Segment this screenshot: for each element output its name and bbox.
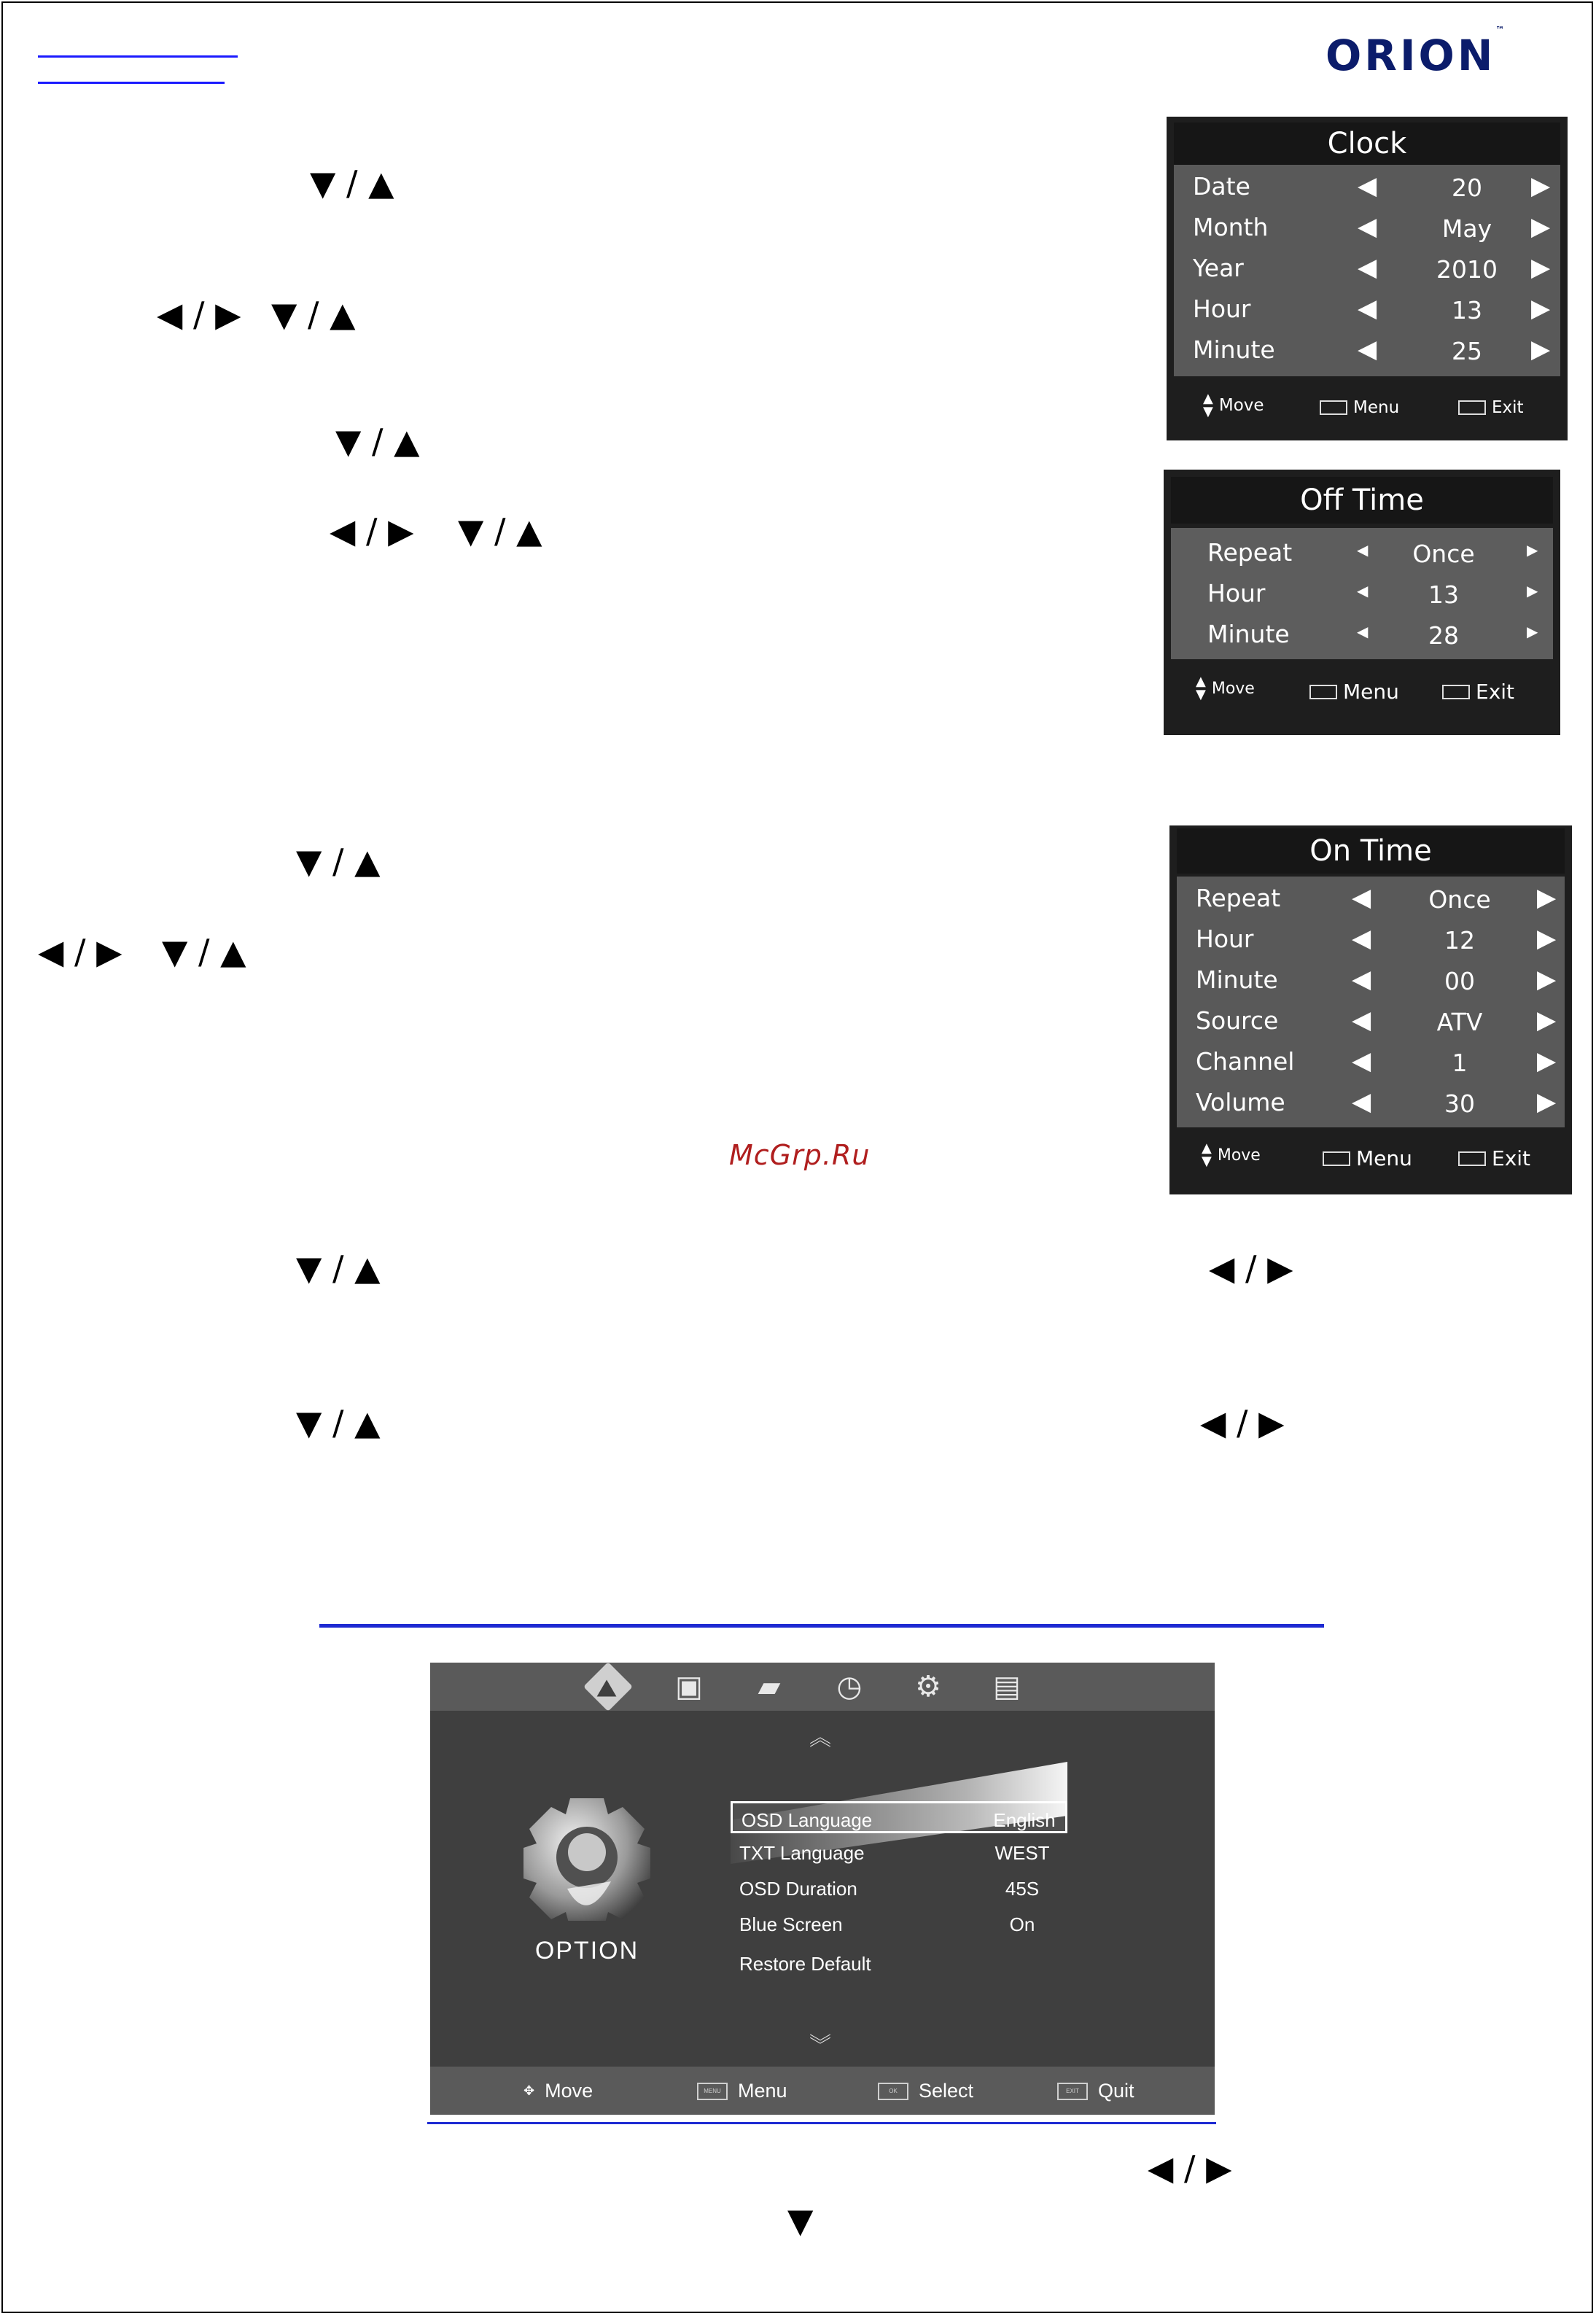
left-arrow-icon[interactable]: ◀ xyxy=(1357,623,1369,640)
left-arrow-icon[interactable]: ◀ xyxy=(1352,924,1371,953)
exit-key-icon xyxy=(1458,1151,1486,1166)
ok-key-icon: OK xyxy=(878,2083,908,2100)
nav-down-up-glyph: ▼ / ▲ xyxy=(296,1248,381,1288)
header-link-line-1[interactable] xyxy=(38,55,238,58)
panel-title: On Time xyxy=(1177,828,1565,874)
orion-logo: ORION™ xyxy=(1326,25,1508,80)
menu-key-icon xyxy=(1309,685,1337,699)
nav-left-right-glyph: ◀ / ▶ xyxy=(1209,1248,1293,1288)
channel-icon[interactable]: ▰ xyxy=(758,1670,781,1703)
right-arrow-icon[interactable]: ▶ xyxy=(1531,171,1551,201)
footer-menu[interactable]: Menu xyxy=(1309,680,1399,704)
menu-item-txt-language[interactable]: TXT Language WEST xyxy=(739,1842,1050,1864)
nav-down-glyph: ▼ xyxy=(787,2201,814,2240)
ontime-row-minute[interactable]: Minute ◀ 00 ▶ xyxy=(1196,965,1557,995)
up-down-arrow-icon: ▲ ▼ xyxy=(1203,391,1213,419)
clock-row-year[interactable]: Year ◀ 2010 ▶ xyxy=(1193,253,1551,284)
left-arrow-icon[interactable]: ◀ xyxy=(1352,1087,1371,1116)
screen-icon[interactable]: ▣ xyxy=(675,1670,703,1703)
footer-exit[interactable]: Exit xyxy=(1442,680,1514,704)
left-arrow-icon[interactable]: ◀ xyxy=(1357,582,1369,599)
menu-item-blue-screen[interactable]: Blue Screen On xyxy=(739,1913,1035,1935)
nav-left-right-glyph: ◀ / ▶ xyxy=(1148,2148,1232,2188)
ontime-row-channel[interactable]: Channel ◀ 1 ▶ xyxy=(1196,1046,1557,1077)
right-arrow-icon[interactable]: ▶ xyxy=(1537,1006,1557,1035)
right-arrow-icon[interactable]: ▶ xyxy=(1537,1087,1557,1116)
menu-footer xyxy=(430,2067,1215,2115)
offtime-row-minute[interactable]: Minute ◀ 28 ▶ xyxy=(1207,620,1538,650)
panel-footer xyxy=(1177,1142,1565,1186)
right-arrow-icon[interactable]: ▶ xyxy=(1531,253,1551,282)
footer-menu[interactable]: MENU Menu xyxy=(697,2080,787,2102)
nav-down-up-glyph: ▼ / ▲ xyxy=(296,842,381,881)
footer-move: ▲ ▼ Move xyxy=(1202,1140,1261,1169)
off-time-panel xyxy=(1164,470,1560,735)
footer-menu[interactable]: Menu xyxy=(1320,398,1399,417)
offtime-row-hour[interactable]: Hour ◀ 13 ▶ xyxy=(1207,579,1538,609)
right-arrow-icon[interactable]: ▶ xyxy=(1537,1046,1557,1076)
nav-down-up-glyph: ▼ / ▲ xyxy=(162,932,246,971)
option-gear-icon[interactable]: ⚙ xyxy=(915,1670,941,1703)
picture-icon[interactable]: ⛰ xyxy=(583,1662,633,1711)
panel-body xyxy=(1174,165,1560,376)
clock-row-month[interactable]: Month ◀ May ▶ xyxy=(1193,212,1551,243)
right-arrow-icon[interactable]: ▶ xyxy=(1537,924,1557,953)
left-arrow-icon[interactable]: ◀ xyxy=(1358,171,1377,201)
scroll-up-icon[interactable]: ︽ xyxy=(809,1725,831,1751)
nav-left-right-glyph: ◀ / ▶ xyxy=(330,511,414,551)
menu-item-restore-default[interactable]: Restore Default xyxy=(739,1953,871,1975)
menu-tab-bar xyxy=(430,1663,1215,1711)
nav-down-up-glyph: ▼ / ▲ xyxy=(310,163,394,203)
up-down-arrow-icon: ▲ ▼ xyxy=(1202,1140,1212,1169)
up-down-arrow-icon: ▲ ▼ xyxy=(1196,674,1206,702)
nav-down-up-glyph: ▼ / ▲ xyxy=(296,1403,381,1442)
footer-menu[interactable]: Menu xyxy=(1323,1146,1412,1170)
on-time-panel xyxy=(1169,825,1572,1194)
section-label: OPTION xyxy=(534,1937,639,1965)
clock-row-minute[interactable]: Minute ◀ 25 ▶ xyxy=(1193,335,1551,365)
right-arrow-icon[interactable]: ▶ xyxy=(1527,582,1538,599)
left-arrow-icon[interactable]: ◀ xyxy=(1358,335,1377,364)
left-arrow-icon[interactable]: ◀ xyxy=(1352,1006,1371,1035)
left-arrow-icon[interactable]: ◀ xyxy=(1358,212,1377,241)
right-arrow-icon[interactable]: ▶ xyxy=(1537,883,1557,912)
menu-key-icon xyxy=(1323,1151,1350,1166)
clock-panel xyxy=(1167,117,1568,440)
watermark: McGrp.Ru xyxy=(729,1139,871,1171)
left-arrow-icon[interactable]: ◀ xyxy=(1352,883,1371,912)
clock-icon[interactable]: ◷ xyxy=(836,1670,863,1703)
right-arrow-icon[interactable]: ▶ xyxy=(1527,623,1538,640)
exit-key-icon xyxy=(1458,400,1486,415)
panel-title: Off Time xyxy=(1171,477,1553,524)
footer-move: ▲ ▼ Move xyxy=(1196,674,1255,702)
right-arrow-icon[interactable]: ▶ xyxy=(1531,294,1551,323)
exit-key-icon xyxy=(1442,685,1470,699)
offtime-row-repeat[interactable]: Repeat ◀ Once ▶ xyxy=(1207,538,1538,568)
nav-down-up-glyph: ▼ / ▲ xyxy=(335,421,420,461)
nav-left-right-glyph: ◀ / ▶ xyxy=(1200,1403,1285,1442)
clock-row-hour[interactable]: Hour ◀ 13 ▶ xyxy=(1193,294,1551,325)
clock-row-date[interactable]: Date ◀ 20 ▶ xyxy=(1193,171,1551,202)
footer-select[interactable]: OK Select xyxy=(878,2080,973,2102)
ontime-row-hour[interactable]: Hour ◀ 12 ▶ xyxy=(1196,924,1557,955)
ontime-row-source[interactable]: Source ◀ ATV ▶ xyxy=(1196,1006,1557,1036)
right-arrow-icon[interactable]: ▶ xyxy=(1531,335,1551,364)
panel-body xyxy=(1177,877,1565,1127)
panel-footer xyxy=(1171,675,1553,719)
lock-icon[interactable]: ▤ xyxy=(993,1670,1021,1703)
right-arrow-icon[interactable]: ▶ xyxy=(1527,541,1538,559)
nav-left-right-glyph: ◀ / ▶ xyxy=(38,932,122,971)
nav-down-up-glyph: ▼ / ▲ xyxy=(458,511,542,551)
header-link-line-2[interactable] xyxy=(38,82,225,84)
option-menu xyxy=(430,1663,1215,2115)
four-way-arrow-icon: ✥ xyxy=(523,2083,535,2098)
right-arrow-icon[interactable]: ▶ xyxy=(1537,965,1557,994)
menu-underline xyxy=(427,2122,1216,2124)
scroll-down-icon[interactable]: ︾ xyxy=(809,2033,831,2059)
menu-item-osd-language[interactable]: OSD Language English xyxy=(731,1801,1067,1833)
panel-footer xyxy=(1174,392,1560,429)
left-arrow-icon[interactable]: ◀ xyxy=(1352,1046,1371,1076)
panel-title: Clock xyxy=(1174,123,1560,165)
footer-quit[interactable]: EXIT Quit xyxy=(1057,2080,1134,2102)
ontime-row-volume[interactable]: Volume ◀ 30 ▶ xyxy=(1196,1087,1557,1118)
footer-move: ▲ ▼ Move xyxy=(1203,391,1264,419)
nav-down-up-glyph: ▼ / ▲ xyxy=(271,295,356,334)
menu-key-icon: MENU xyxy=(697,2083,728,2100)
left-arrow-icon[interactable]: ◀ xyxy=(1358,253,1377,282)
left-arrow-icon[interactable]: ◀ xyxy=(1358,294,1377,323)
panel-body xyxy=(1171,528,1553,659)
nav-left-right-glyph: ◀ / ▶ xyxy=(157,295,241,334)
footer-move: ✥ Move xyxy=(523,2080,593,2102)
menu-key-icon xyxy=(1320,400,1347,415)
left-arrow-icon[interactable]: ◀ xyxy=(1357,541,1369,559)
ontime-row-repeat[interactable]: Repeat ◀ Once ▶ xyxy=(1196,883,1557,914)
menu-item-osd-duration[interactable]: OSD Duration 45S xyxy=(739,1878,1040,1900)
option-gear-graphic xyxy=(523,1794,650,1921)
footer-exit[interactable]: Exit xyxy=(1458,1146,1530,1170)
right-arrow-icon[interactable]: ▶ xyxy=(1531,212,1551,241)
section-rule xyxy=(319,1624,1324,1628)
left-arrow-icon[interactable]: ◀ xyxy=(1352,965,1371,994)
footer-exit[interactable]: Exit xyxy=(1458,398,1524,417)
exit-key-icon: EXIT xyxy=(1057,2083,1088,2100)
